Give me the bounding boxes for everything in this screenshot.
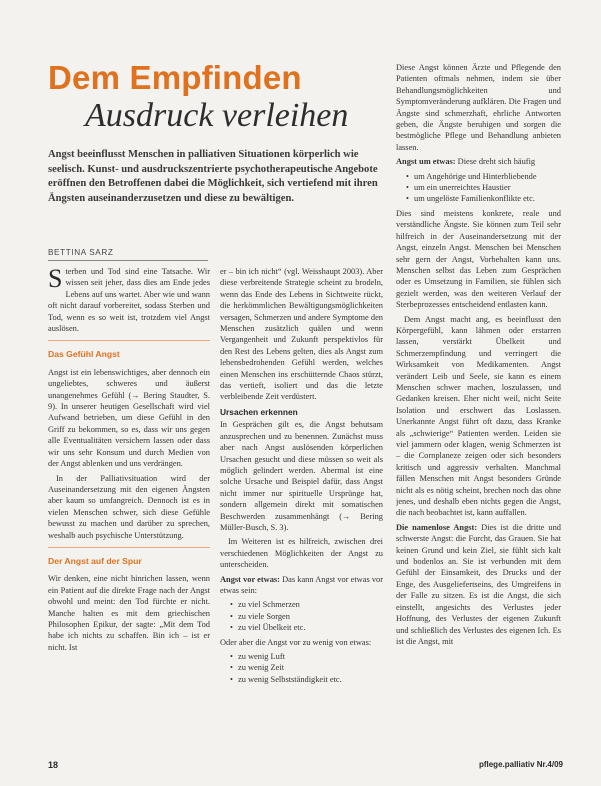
text-column-3 [396,62,561,756]
bullet-list [396,171,561,205]
author-byline: BETTINA SARZ [48,248,114,257]
list-item: • um ein unerreichtes Haustier [406,182,561,193]
text-column-1 [48,266,210,756]
inline-heading: Angst vor etwas: [220,574,280,584]
section-heading-angst-spur: Der Angst auf der Spur [48,555,142,566]
section-heading-gefuehl-angst: Das Gefühl Angst [48,349,120,360]
list-item: • zu wenig Luft [230,651,383,662]
article-subtitle: Ausdruck verleihen [85,97,349,134]
list-item: • zu viel Schmerzen [230,599,383,610]
list-item: • zu wenig Selbstständigkeit etc. [230,674,383,685]
paragraph: Im Weiteren ist es hilfreich, zwischen drei verschiedenen Möglichkeiten der Angst zu unterscheiden. [220,537,383,570]
list-item: • zu viel Übelkeit etc. [230,622,383,633]
paragraph: In der Palliativsituation wird der Auseinandersetzung mit den eigenen Ängsten aber kaum so umfangreich. Dennoch ist es in vielen Menschen schwer, sich diese Gefühle bewusst zu machen und darüber zu sprechen, weshalb auch psychische Unterstützung. [48,473,210,540]
section-divider [48,547,210,548]
paragraph: Angst ist ein lebenswichtiges, aber dennoch ein ungeliebtes, schweres und äußerst unangenehmes Gefühl (→ Bering Staudter, S. 9). In unserer heutigen Gesellschaft wird viel Aufwand betrieben, um diese Gefühl in den Griff zu bekommen, so es, dass wir uns gegen alle Eventualitäten versichern lassen oder dass wir uns sehr Konsum und durch Medien von der Angst ablenken und uns verdrängen. [48,367,210,469]
paragraph: Dem Angst macht ang, es beeinflusst den Körpergefühl, kann lähmen oder erstarren lassen, verstärkt Übelkeit und Schmerzempfindung und verringert die Wirksamkeit von Medikamenten. Angst verändert Leib und Seele, sie kann es einem Menschen schwer machen, loszulassen, und Gedanken kreisen. Eher nicht weil, nicht Seite Isolation und erschwert das Loslassen. Unerkannte Angst führt oft dazu, dass Kranke als „schwierige“ Patienten werden. Leiden sie viel jammern oder klagen, wenig Schmerzen ist – die Cornplaneze zeigen oder sich besonders kritisch und aggressiv verhalten. Manchmal fällen Menschen mit Angst besonders Gründe nicht als es nötig scheint, brechen noch das ohne jenes, und deshalb eben nichts gegen die Angst, die nach beobachtet ist, kann auffallen. [396,314,561,518]
byline-divider [48,260,208,261]
section-divider [48,340,210,341]
intro-text: terben und Tod sind eine Tatsache. Wir wissen seit jeher, dass dies am Ende jedes Lebens auf uns wartet. Aber wie und wann oft nicht darauf vorbereitet, sodass Sterben und Tod, wenn es so weit ist, trotzdem viel Angst auslösen. [48,267,210,334]
list-item: • um Angehörige und Hinterbliebende [406,171,561,182]
paragraph: Diese Angst können Ärzte und Pflegende den Patienten oftmals nehmen, indem sie über Behandlungsmöglichkeiten und Symptomveränderung aufklären. Die Fragen und Ängste sind schmerzhaft, ehrliche Antworten geben, die Ängste beruhigen und sorgen die bestmögliche Pflege und Behandlung anbieten lassen. [396,63,561,152]
paragraph [396,522,561,647]
publication-footer: pflege.palliativ Nr.4/09 [478,760,563,769]
list-item: • um ungelöste Familienkonflikte etc. [406,193,561,204]
list-item: • zu viele Sorgen [230,611,383,622]
article-lead: Angst beeinflusst Menschen in palliativen Situationen körperlich wie seelisch. Kunst- und ausdruckszentrierte psychotherapeutische Angebote eröffnen den Betroffenen dabei die Möglichkeit, sich vertiefend mit ihren Ängsten auseinanderzusetzen und diese zu bewältigen. [48,149,378,204]
page-number: 18 [48,760,59,770]
inline-text: Dies ist die dritte und schwerste Angst: die Furcht, das Grauen. Sie hat keinen Grund und kein Ziel, sie fühlt sich kalt und bodenlos an. Sie ist verbunden mit dem Gefühl der Einsamkeit, des Drucks und der Enge, des Ausgeliefertseins, des Umgreifens in der Falle zu sitzen. Es ist die Angst, die sich einstellt, angesichts des Verlustes jeder Hoffnung, des Verlustes der eigenen Zukunft und schließlich des Verlustes des eigenen Ich. Es ist die Angst, mit [396,522,561,646]
paragraph [396,156,561,167]
bullet-list [220,651,383,685]
paragraph: In Gesprächen gilt es, die Angst behutsam anzusprechen und zu benennen. Zunächst muss aber nach Angst auslösenden körperlichen Ursachen gesucht und diese müssen so weit als möglich gelindert werden. Abermal ist eine solche Ursache und Beispiel dafür, dass Angst nicht immer nur spirituelle Ursprünge hat, sondern allgemein direkt mit somatischen Beschwerden zusammenhängt (→ Bering Müller-Busch, S. 3). [220,420,383,532]
subheading-ursachen: Ursachen erkennen [220,406,298,417]
bullet-list [220,599,383,633]
inline-text: Diese dreht sich häufig [457,157,536,167]
article-title: Dem Empfinden [48,59,302,96]
dropcap: S [48,266,63,293]
paragraph: Wir denken, eine nicht hinrichen lassen, wenn ein Patient auf die direkte Frage nach der Angst obwohl und meint: den Tod fürchte er nicht. Manche halten es mit dem griechischen Philosophen Epikur, der sagte: „Mit dem Tod habe ich nichts zu schaffen. Bin ich – ist er nicht. Ist [48,574,210,652]
paragraph: Dies sind meistens konkrete, reale und verständliche Ängste. Sie können zum Teil sehr hilfreich in der Auseinandersetzung mit der Angst, einzeln Angst. Menschen bei Menschen sehr gern der Angst, Vorbehalten kann uns. Menschen selbst das Leben zum Gesprächen oder es Umsetzung in Familien, sie fühlen sich gezielt werden, was den weiteren Verlauf der Sterbeprozesses entscheidend entlasten kann. [396,208,561,310]
inline-heading: Angst um etwas: [396,157,456,167]
inline-heading: Die namenlose Angst: [396,522,478,532]
paragraph: Oder aber die Angst vor zu wenig von etwas: [220,637,372,647]
paragraph [220,574,383,597]
text-column-2 [220,266,383,756]
inline-text: Das kann Angst vor etwas vor etwas sein: [220,574,383,595]
paragraph: er – bin ich nicht“ (vgl. Weisshaupt 2003). Aber diese verbreitende Strategie scheint zu brodeln, wenn das Ende des Lebens in Sichtweite rückt, die herkömmlichen Bewältigungsmöglichkeiten versagen, Schmerzen und andere Symptome den Menschen zusätzlich quälen und wenn Vergangenheit und Zukunft perspektivlos für den Rest des Lebens gelten, dies als Angst zum lebensbedrohenden Gefühl werden, welches einen Menschen ins erschütternde Chaos stürzt, das vertieft, isoliert und das die letzte verbleibende Zeit verdüstert. [220,267,383,402]
list-item: • zu wenig Zeit [230,662,383,673]
intro-paragraph [48,266,210,334]
